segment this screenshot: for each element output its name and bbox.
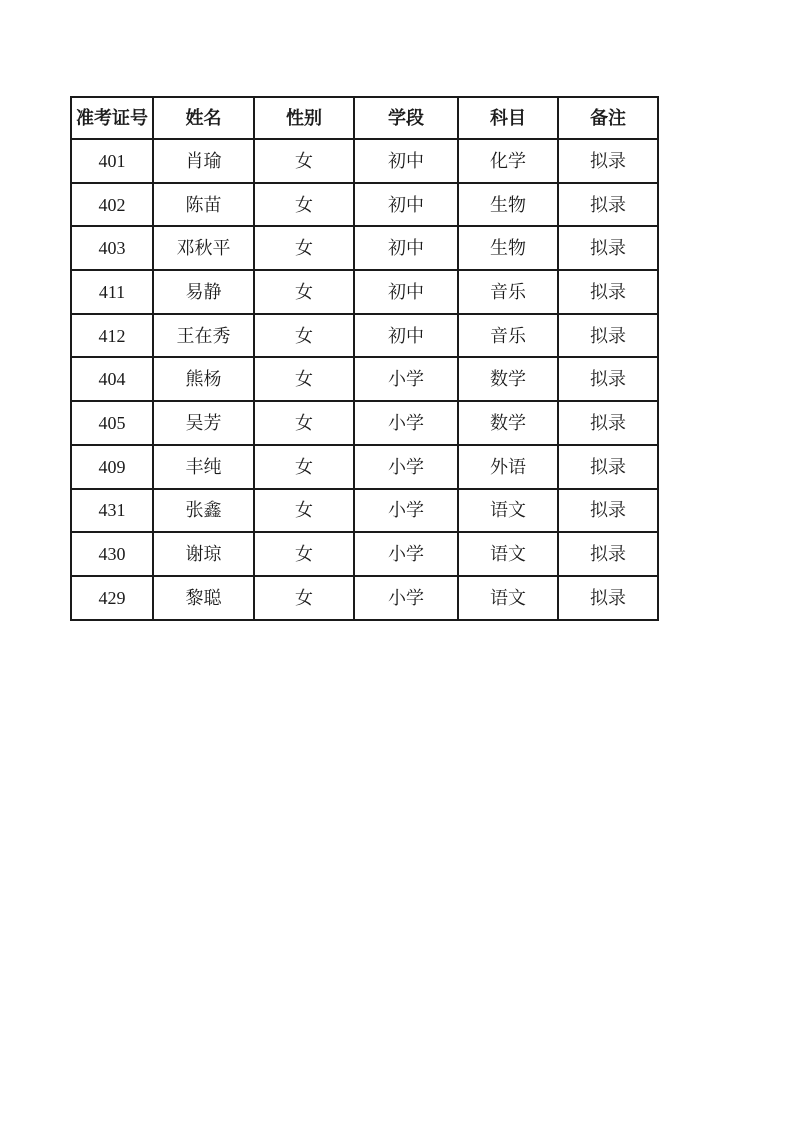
cell-name: 邓秋平 xyxy=(153,226,254,270)
cell-remark: 拟录 xyxy=(558,314,658,358)
cell-remark: 拟录 xyxy=(558,357,658,401)
header-exam-number: 准考证号 xyxy=(71,97,153,139)
table-row xyxy=(71,532,658,576)
cell-exam-number: 402 xyxy=(71,183,153,227)
cell-gender: 女 xyxy=(254,576,354,620)
cell-remark: 拟录 xyxy=(558,532,658,576)
cell-subject: 外语 xyxy=(458,445,558,489)
cell-school-level: 小学 xyxy=(354,401,458,445)
admission-roster-table xyxy=(70,96,659,621)
cell-exam-number: 401 xyxy=(71,139,153,183)
cell-school-level: 初中 xyxy=(354,139,458,183)
cell-gender: 女 xyxy=(254,445,354,489)
cell-remark: 拟录 xyxy=(558,445,658,489)
cell-name: 丰纯 xyxy=(153,445,254,489)
cell-gender: 女 xyxy=(254,183,354,227)
cell-name: 易静 xyxy=(153,270,254,314)
cell-remark: 拟录 xyxy=(558,489,658,533)
cell-name: 熊杨 xyxy=(153,357,254,401)
table-row xyxy=(71,357,658,401)
cell-name: 王在秀 xyxy=(153,314,254,358)
cell-subject: 化学 xyxy=(458,139,558,183)
cell-exam-number: 404 xyxy=(71,357,153,401)
table-row xyxy=(71,445,658,489)
cell-name: 张鑫 xyxy=(153,489,254,533)
header-name: 姓名 xyxy=(153,97,254,139)
header-remark: 备注 xyxy=(558,97,658,139)
cell-subject: 音乐 xyxy=(458,270,558,314)
cell-gender: 女 xyxy=(254,357,354,401)
table-row xyxy=(71,183,658,227)
cell-exam-number: 429 xyxy=(71,576,153,620)
cell-school-level: 初中 xyxy=(354,314,458,358)
header-subject: 科目 xyxy=(458,97,558,139)
cell-exam-number: 431 xyxy=(71,489,153,533)
cell-school-level: 小学 xyxy=(354,445,458,489)
table-row xyxy=(71,226,658,270)
cell-subject: 数学 xyxy=(458,401,558,445)
cell-subject: 音乐 xyxy=(458,314,558,358)
table-row xyxy=(71,576,658,620)
cell-subject: 语文 xyxy=(458,576,558,620)
cell-exam-number: 430 xyxy=(71,532,153,576)
cell-name: 吴芳 xyxy=(153,401,254,445)
cell-school-level: 初中 xyxy=(354,183,458,227)
cell-name: 陈苗 xyxy=(153,183,254,227)
table-row xyxy=(71,314,658,358)
table-row xyxy=(71,139,658,183)
cell-name: 黎聪 xyxy=(153,576,254,620)
cell-school-level: 小学 xyxy=(354,532,458,576)
cell-school-level: 小学 xyxy=(354,489,458,533)
cell-gender: 女 xyxy=(254,226,354,270)
cell-name: 肖瑜 xyxy=(153,139,254,183)
cell-remark: 拟录 xyxy=(558,139,658,183)
table-row xyxy=(71,401,658,445)
cell-gender: 女 xyxy=(254,489,354,533)
cell-exam-number: 412 xyxy=(71,314,153,358)
cell-exam-number: 403 xyxy=(71,226,153,270)
cell-gender: 女 xyxy=(254,532,354,576)
header-gender: 性别 xyxy=(254,97,354,139)
cell-name: 谢琼 xyxy=(153,532,254,576)
cell-exam-number: 409 xyxy=(71,445,153,489)
cell-subject: 数学 xyxy=(458,357,558,401)
cell-gender: 女 xyxy=(254,401,354,445)
cell-remark: 拟录 xyxy=(558,183,658,227)
table-row xyxy=(71,270,658,314)
header-school-level: 学段 xyxy=(354,97,458,139)
cell-remark: 拟录 xyxy=(558,270,658,314)
cell-subject: 生物 xyxy=(458,183,558,227)
table-row xyxy=(71,489,658,533)
cell-school-level: 小学 xyxy=(354,576,458,620)
cell-school-level: 初中 xyxy=(354,226,458,270)
cell-subject: 语文 xyxy=(458,532,558,576)
cell-exam-number: 405 xyxy=(71,401,153,445)
cell-exam-number: 411 xyxy=(71,270,153,314)
cell-remark: 拟录 xyxy=(558,401,658,445)
header-row xyxy=(71,97,658,139)
cell-subject: 语文 xyxy=(458,489,558,533)
cell-school-level: 初中 xyxy=(354,270,458,314)
cell-gender: 女 xyxy=(254,139,354,183)
cell-gender: 女 xyxy=(254,314,354,358)
cell-gender: 女 xyxy=(254,270,354,314)
cell-subject: 生物 xyxy=(458,226,558,270)
cell-remark: 拟录 xyxy=(558,226,658,270)
cell-remark: 拟录 xyxy=(558,576,658,620)
cell-school-level: 小学 xyxy=(354,357,458,401)
